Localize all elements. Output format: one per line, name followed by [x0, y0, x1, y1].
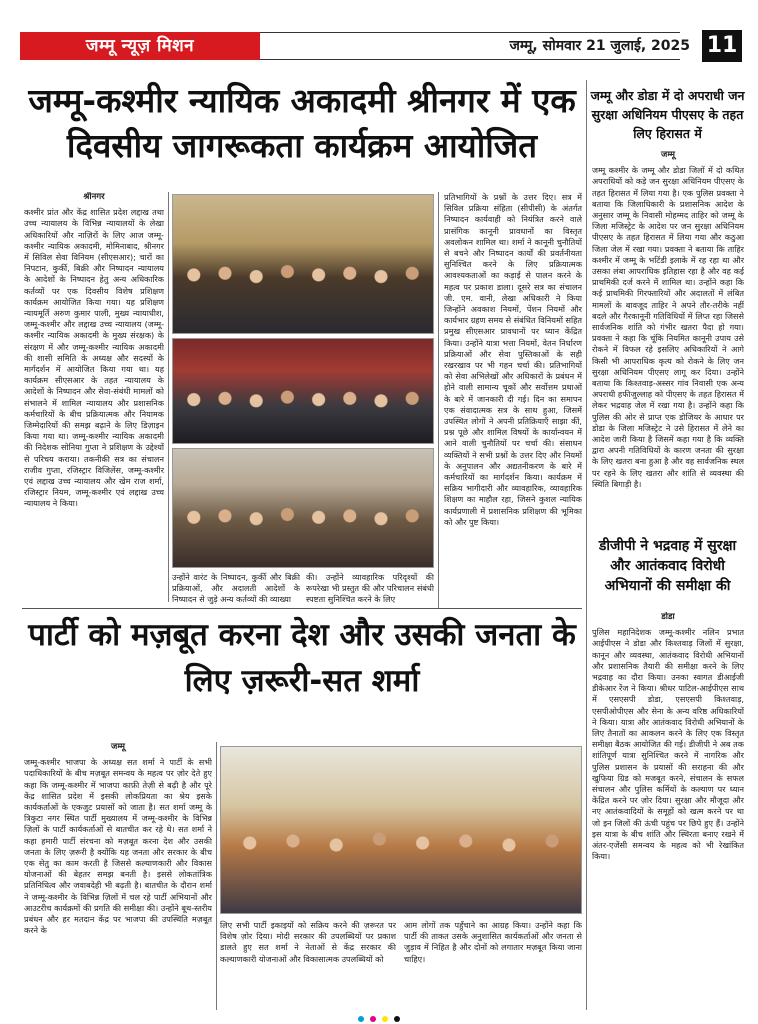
black-dot [394, 1016, 400, 1022]
cyan-dot [358, 1016, 364, 1022]
story2-headline: पार्टी को मज़बूत करना देश और उसकी जनता के लिए ज़रूरी-सत शर्मा [28, 617, 576, 699]
story1-column-3 [306, 572, 434, 608]
sidebar-story1-dateline: जम्मू [661, 150, 675, 160]
magenta-dot [370, 1016, 376, 1022]
story1-body-2: उन्होंने वारंट के निष्पादन, कुर्की और बिक्री प्रक्रियाओं, और अदालती आदेशों के निष्पादन से जुड़े अन्य कर्तव्यों की व्याख्या [172, 572, 300, 605]
sidebar-divider [586, 80, 587, 1010]
sidebar-story2-dateline: डोडा [661, 612, 675, 622]
photo-figures [173, 250, 433, 333]
masthead-date: जम्मू, सोमवार 21 जुलाई, 2025 [509, 38, 690, 54]
bjp-group-photo [220, 746, 582, 914]
story2-dateline: जम्मू [111, 742, 125, 752]
photo-figures [173, 381, 433, 443]
sidebar-story1-body: जम्मू कश्मीर के जम्मू और डोडा जिलों में दो कथित अपराधियों को कड़े जन सुरक्षा अधिनियम पीएसए के तहत हिरासत में लिया गया है। एक पुलिस प्रवक्ता ने बताया कि जिलाधिकारी के प्रशासनिक आदेश के अनुसार जम्मू के निवासी मोहम्मद ताहिर को जम्मू के जिला मजिस्ट्रेट के आदेश पर जन सुरक्षा अधिनियम पीएसए के तहत हिरासत में लिया गया और कठुआ जिला जेल में रखा गया। प्रवक्ता ने बताया कि ताहिर कश्मीर में जम्मू के भटिंडी इलाके में रह रहा था और उसका लंबा आपराधिक इतिहास रहा है और वह कई प्राथमिकी दर्ज करने में शामिल था। उन्होंने कहा कि कई प्राथमिकी गिरफ्तारियों और अदालतों में लंबित मामलों के बावजूद ताहिर ने अपने तौर-तरीके नहीं बदले और गैरकानूनी गतिविधियों में लिप्त रहा जिससे सार्वजनिक शांति को गंभीर खतरा पैदा हो गया। प्रवक्ता ने कहा कि चूंकि नियमित कानूनी उपाय उसे रोकने में विफल रहे इसलिए अधिकारियों ने आगे किसी भी आपराधिक कृत्य को रोकने के लिए जन सुरक्षा अधिनियम पीएसए लागू कर दिया। उन्होंने बताया कि किश्तवाड़-अस्सर गांव निवासी एक अन्य अपराधी हफीजुल्लाह को पीएसए के तहत हिरासत में लेकर भद्रवाह जेल में रखा गया है। उन्होंने कहा कि पुलिस की ओर से प्राप्त एक डोजियर के आधार पर डोडा के जिला मजिस्ट्रेट ने उसे हिरासत में लेने का आदेश जारी किया है जिसमें कहा गया है कि व्यक्ति द्वारा अपनी गतिविधियों के कारण जनता की सुरक्षा के लिए खतरा बना हुआ है और वह सार्वजनिक स्थल पर रहने के लिए खतरा और शांति से व्यवस्था की स्थिति बिगाड़ी है। [592, 165, 744, 489]
story2-column-3 [404, 920, 582, 1010]
photo-figures [221, 813, 581, 913]
yellow-dot [382, 1016, 388, 1022]
column-divider [438, 192, 439, 608]
story1-body-4: प्रतिभागियों के प्रश्नों के उत्तर दिए। सत्र में सिविल प्रक्रिया संहिता (सीपीसी) के अंतर्गत निष्पादन कार्यवाही को नियंत्रित करने वाले प्रासंगिक कानूनी प्रावधानों का विस्तृत अवलोकन शामिल था। शर्मा ने कानूनी चुनौतियों से बचने और निष्पादन कार्यों की प्रवर्तनीयता सुनिश्चित करने के लिए प्रक्रियात्मक आवश्यकताओं का कड़ाई से पालन करने के महत्व पर प्रकाश डाला। दूसरे सत्र का संचालन जी. एम. वानी, लेखा अधिकारी ने किया जिन्होंने अवकाश नियमों, पेंशन नियमों और कार्यभार ग्रहण समय से संबंधित विनियमों सहित प्रमुख सीएसआर प्रावधानों पर ध्यान केंद्रित किया। उन्होंने यात्रा भत्ता नियमों, वेतन निर्धारण प्रक्रियाओं और सेवा पुस्तिकाओं के सही रखरखाव पर भी गहन चर्चा की। प्रतिभागियों को सेवा अभिलेखों और अधिकारों के प्रबंधन में होने वाली सामान्य चूकों और सर्वोत्तम प्रथाओं के बारे में जानकारी दी गई। दिन का समापन एक संवादात्मक सत्र के साथ हुआ, जिसमें उपस्थित लोगों ने अपनी प्रतिक्रियाएँ साझा कीं, प्रश्न पूछे और शामिल विषयों के कार्यान्वयन में आने वाली चुनौतियों पर चर्चा की। संसाधन व्यक्तियों ने सभी प्रश्नों के उत्तर दिए और नियमों के अनुपालन और अद्यतनीकरण के बारे में कर्मचारियों का मार्गदर्शन किया। कार्यक्रम में सक्रिय भागीदारी और व्यावहारिक, व्यावहारिक शिक्षण का माहौल रहा, जिसने कुशल न्यायिक कार्यप्रणाली में प्रशासनिक प्रशिक्षण की भूमिका को और पुष्ट किया। [444, 192, 582, 527]
sidebar-story2 [592, 612, 744, 1010]
story1-dateline: श्रीनगर [83, 192, 105, 202]
column-divider [216, 742, 217, 1010]
sidebar-story1-headline: जम्मू और डोडा में दो अपराधी जन सुरक्षा अधिनियम पीएसए के तहत लिए हिरासत में [590, 88, 745, 141]
story1-column-4 [444, 192, 582, 608]
sidebar-story1 [592, 150, 744, 532]
section-divider [22, 608, 582, 609]
sidebar-story2-headline: डीजीपी ने भद्रवाह में सुरक्षा और आतंकवाद विरोधी अभियानों की समीक्षा की [598, 538, 737, 594]
story2-body-2: लिए सभी पार्टी इकाइयों को सक्रिय करने की ज़रूरत पर विशेष ज़ोर दिया। मोदी सरकार की उपलब्धियों पर प्रकाश डालते हुए सत शर्मा ने नेताओं से केंद्र सरकार की कल्याणकारी योजनाओं और विकासात्मक उपलब्धियों को [220, 920, 396, 964]
story2-body-1: जम्मू-कश्मीर भाजपा के अध्यक्ष सत शर्मा ने पार्टी के सभी पदाधिकारियों के बीच मज़बूत समन्वय के महत्व पर ज़ोर देते हुए कहा कि जम्मू-कश्मीर में भाजपा काफ़ी तेज़ी से बढ़ी है और पूरे केंद्र शासित प्रदेश में इसकी लोकप्रियता का श्रेय इसके कार्यकर्ताओं के एकजुट प्रयासों को जाता है। सत शर्मा जम्मू के त्रिकुटा नगर स्थित पार्टी मुख्यालय में जम्मू-कश्मीर के विभिन्न ज़िलों के पार्टी कार्यकर्ताओं से बातचीत कर रहे थे। सत शर्मा ने कहा हमारी पार्टी संरचना को मज़बूत करना देश और उसकी जनता के लिए ज़रूरी है क्योंकि यह जनता और सरकार के बीच एक सेतु का काम करती है जिससे कल्याणकारी और विकास योजनाओं की बेहतर समझ बनती है। इससे लोकतांत्रिक प्रतिनिधित्व और जवाबदेही भी बढ़ती है। बातचीत के दौरान शर्मा ने जम्मू-कश्मीर के विभिन्न ज़िलों में चल रहे पार्टी अभियानों और आउटरीच कार्यक्रमों की प्रगति की समीक्षा की। उन्होंने बूथ-स्तरीय प्रबंधन और हर मतदान केंद्र पर भाजपा की उपस्थिति मज़बूत करने के [24, 757, 212, 936]
story1-headline: जम्मू-कश्मीर न्यायिक अकादमी श्रीनगर में एक दिवसीय जागरूकता कार्यक्रम आयोजित [28, 81, 576, 165]
column-divider [168, 192, 169, 602]
academy-audience-photo [172, 338, 434, 444]
story1-column-1 [24, 192, 164, 602]
academy-dais-photo [172, 194, 434, 334]
masthead [20, 26, 742, 68]
page-number: 11 [702, 30, 742, 62]
story2-column-1 [24, 742, 212, 1010]
sidebar-story2-body: पुलिस महानिदेशक जम्मू-कश्मीर नलिन प्रभात आईपीएस ने डोडा और किश्तवाड़ जिलों में सुरक्षा, कानून और व्यवस्था, आतंकवाद विरोधी अभियानों और प्रशासनिक तैयारी की समीक्षा करने के लिए भद्रवाह का दौरा किया। उनका स्वागत डीआईजी डीकेआर रेंज ने किया। श्रीधर पाटिल-आईपीएस साथ में एसएसपी डोडा, एसएसपी किश्तवाड़, एसपीओपीएस और सेना के अन्य वरिष्ठ अधिकारियों ने किया। यात्रा और आतंकवाद विरोधी अभियानों के लिए तैनातों का आकलन करने के लिए एक विस्तृत समीक्षा बैठक आयोजित की गई। डीजीपी ने अब तक शांतिपूर्ण यात्रा सुनिश्चित करने में नागरिक और पुलिस प्रशासन के प्रयासों की सराहना की और खुफिया ग्रिड को मजबूत करने, संचालन के सफल संचालन और पुलिस कर्मियों के कल्याण पर ध्यान केंद्रित करने पर ज़ोर दिया। सुरक्षा और मौजूदा और नए आतंकवादियों के समूहों को खत्म करने पर था जो इन जिलों की ऊंची पहुंच पर छिपे हुए हैं। उन्होंने इस यात्रा के बीच शांति और स्थिरता बनाए रखने में अंतर-एजेंसी समन्वय के महत्व को भी रेखांकित किया। [592, 627, 744, 862]
story2-column-2 [220, 920, 396, 1010]
story2-body-3: आम लोगों तक पहुँचाने का आग्रह किया। उन्होंने कहा कि पार्टी की ताकत उसके अनुशासित कार्यकर्ताओं और जनता से जुड़ाव में निहित है और दोनों को लगातार मज़बूत किया जाना चाहिए। [404, 920, 582, 964]
story1-column-2 [172, 572, 300, 608]
print-registration-strip [0, 1014, 758, 1024]
story1-body-1: कश्मीर प्रांत और केंद्र शासित प्रदेश लद्दाख तथा उच्च न्यायालय के विभिन्न न्यायालयों के लेखा अधिकारियों और नाज़िरों के लिए आज जम्मू-कश्मीर न्यायिक अकादमी, मोमिनाबाद, श्रीनगर में सिविल सेवा विनियम (सीएसआर); चारों का निपटान, कुर्की, बिक्री और निष्पादन न्यायालय के आदेशों के निष्पादन हेतु अन्य अधिकारिक कर्तव्यों पर एक दिवसीय विशेष प्रशिक्षण कार्यक्रम आयोजित किया गया। यह प्रशिक्षण न्यायमूर्ति अरुण कुमार पाली, मुख्य न्यायाधीश, जम्मू-कश्मीर और लद्दाख उच्च न्यायालय (जम्मू-कश्मीर न्यायिक अकादमी के मुख्य संरक्षक) के संरक्षण में और जम्मू-कश्मीर न्यायिक अकादमी की शासी समिति के अध्यक्ष और सदस्यों के मार्गदर्शन में आयोजित किया गया था। यह कार्यक्रम सीएसआर के तहत न्यायालय के आदेशों के निष्पादन और सेवा-संबंधी मामलों को संभालने में शामिल न्यायालय और प्रशासनिक कर्मचारियों के बीच प्रक्रियात्मक और नियामक जिम्मेदारियों की समझ बढ़ाने के लिए डिज़ाइन किया गया था। जम्मू-कश्मीर न्यायिक अकादमी की निदेशक सोनिया गुप्ता ने प्रशिक्षण के उद्देश्यों से परिचय कराया। तकनीकी सत्र का संचालन राजीव गुप्ता, रजिस्ट्रार विजिलेंस, जम्मू-कश्मीर एवं लद्दाख उच्च न्यायालय और खेम राज शर्मा, रजिस्ट्रार नियम, जम्मू-कश्मीर एवं लद्दाख उच्च न्यायालय ने किया। [24, 207, 164, 509]
photo-figures [173, 496, 433, 567]
masthead-brand: जम्मू न्यूज़ मिशन [20, 32, 260, 60]
academy-group-photo [172, 448, 434, 568]
story1-body-3: की। उन्होंने व्यावहारिक परिदृश्यों की रूपरेखा भी प्रस्तुत की और परिचालन संबंधी स्पष्टता सुनिश्चित करने के लिए [306, 572, 434, 605]
